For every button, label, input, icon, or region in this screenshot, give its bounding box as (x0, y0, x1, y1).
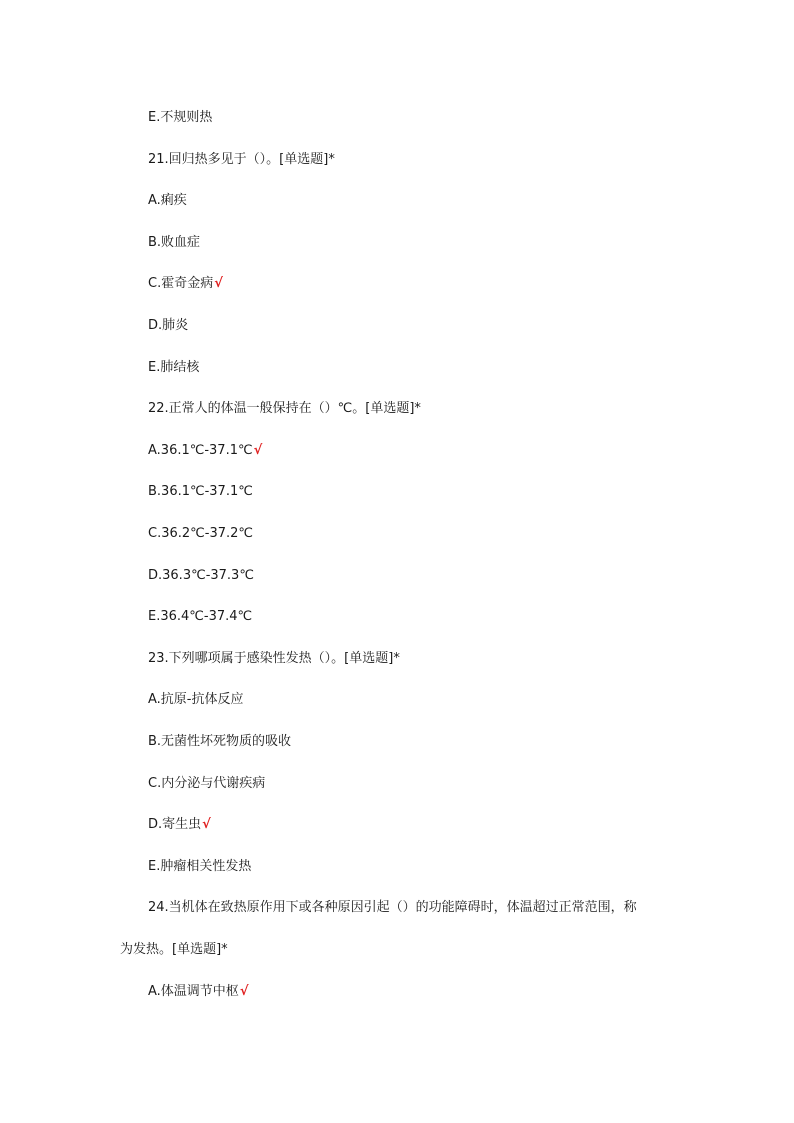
option-line (148, 359, 200, 377)
option-text: A.痢疾 (148, 193, 187, 208)
question-line (148, 899, 638, 917)
option-line (148, 275, 223, 293)
question-text: 24.当机体在致热原作用下或各种原因引起（）的功能障碍时，体温超过正常范围，称 (148, 900, 637, 915)
question-line (148, 400, 422, 418)
option-text: D.肺炎 (148, 318, 189, 333)
option-text: E.肺结核 (148, 360, 200, 375)
option-text: A.抗原-抗体反应 (148, 692, 244, 707)
option-line (148, 567, 255, 585)
option-text: C.霍奇金病 (148, 276, 214, 291)
option-line (148, 525, 254, 543)
question-text: 21.回归热多见于（）。[单选题]* (148, 152, 335, 167)
option-text: D.寄生虫 (148, 817, 202, 832)
option-text: C.36.2℃-37.2℃ (148, 526, 253, 541)
option-text: E.肿瘤相关性发热 (148, 859, 252, 874)
option-text: E.不规则热 (148, 110, 213, 125)
question-line (148, 151, 336, 169)
option-line (148, 775, 266, 793)
correct-check-icon: √ (239, 984, 249, 999)
option-text: D.36.3℃-37.3℃ (148, 568, 254, 583)
option-line (148, 983, 248, 1001)
option-line (148, 109, 213, 127)
option-line (148, 816, 211, 834)
question-text: 23.下列哪项属于感染性发热（）。[单选题]* (148, 651, 400, 666)
option-line (148, 858, 252, 876)
correct-check-icon: √ (202, 817, 211, 832)
option-line (148, 483, 254, 501)
question-text: 22.正常人的体温一般保持在（）℃。[单选题]* (148, 401, 421, 416)
option-line (148, 192, 188, 210)
question-line-continued (120, 941, 229, 959)
correct-check-icon: √ (214, 276, 223, 291)
correct-check-icon: √ (253, 443, 263, 458)
option-line (148, 733, 292, 751)
option-line (148, 234, 201, 252)
option-text: B.无菌性坏死物质的吸收 (148, 734, 292, 749)
option-line (148, 442, 262, 460)
option-text: B.败血症 (148, 235, 201, 250)
question-text: 为发热。[单选题]* (120, 942, 228, 957)
question-line (148, 650, 401, 668)
option-line (148, 691, 245, 709)
option-text: B.36.1℃-37.1℃ (148, 484, 253, 499)
option-line (148, 317, 189, 335)
option-text: A.36.1℃-37.1℃ (148, 443, 253, 458)
option-text: A.体温调节中枢 (148, 984, 239, 999)
option-text: E.36.4℃-37.4℃ (148, 609, 253, 624)
option-line (148, 608, 253, 626)
option-text: C.内分泌与代谢疾病 (148, 776, 266, 791)
